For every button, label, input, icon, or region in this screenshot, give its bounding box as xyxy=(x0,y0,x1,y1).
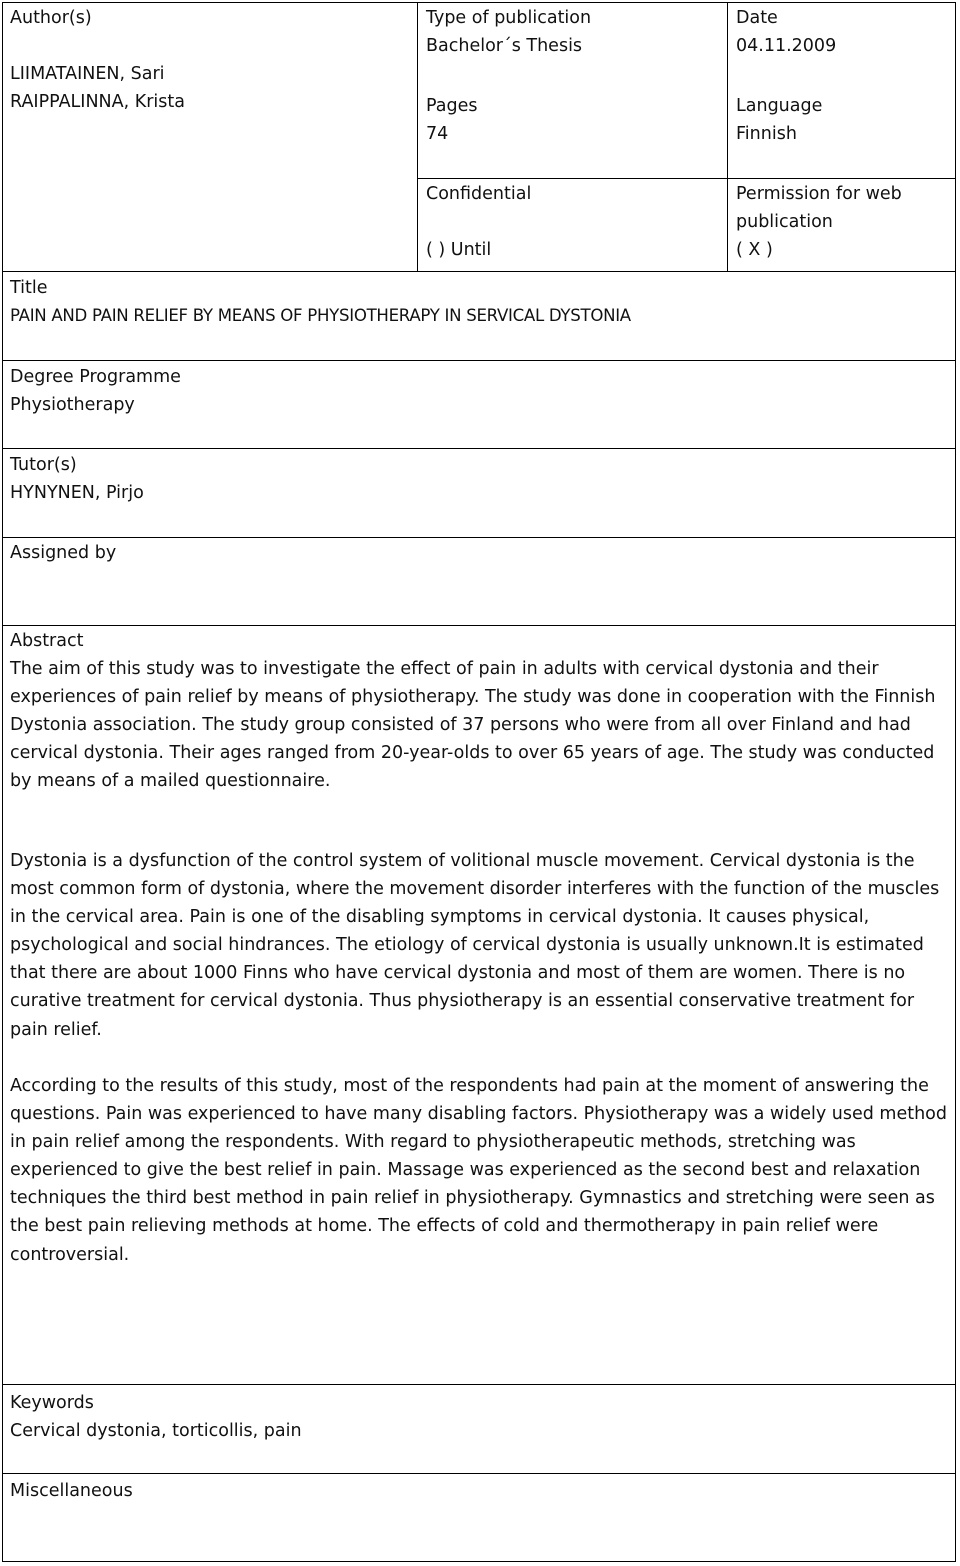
date-label: Date xyxy=(736,8,778,28)
abstract-paragraph-text: According to the results of this study, most of the respondents had pain at the moment of answering the questions. Pain was experienced to have many disabling factors. Physiotherapy was a widely used method in pain relief among the respondents. With regard to physiotherapeutic methods, stretching was experienced to give the best relief in pain. Massage was experienced as the second best and relaxation techniques the third best method in pain relief in physiotherapy. Gymnastics and stretching were seen as the best pain relieving methods at home. The effects of cold and thermotherapy in pain relief were controversial. xyxy=(10,1076,947,1265)
degree-programme-label: Degree Programme xyxy=(10,367,181,387)
divider xyxy=(2,271,956,272)
author-name: RAIPPALINNA, Krista xyxy=(10,92,185,112)
abstract-paragraph xyxy=(10,1072,950,1269)
author-name: LIIMATAINEN, Sari xyxy=(10,64,165,84)
keywords-value: Cervical dystonia, torticollis, pain xyxy=(10,1421,302,1441)
language-label: Language xyxy=(736,96,823,116)
divider xyxy=(2,1473,956,1474)
web-permission-label: publication xyxy=(736,212,833,232)
miscellaneous-label: Miscellaneous xyxy=(10,1481,133,1501)
tutors-value: HYNYNEN, Pirjo xyxy=(10,483,144,503)
abstract-paragraph-text: Dystonia is a dysfunction of the control system of volitional muscle movement. Cervical dystonia is the most common form of dystonia, where the movement disorder interferes with the function of the muscles in the cervical area. Pain is one of the disabling symptoms in cervical dystonia. It causes physical, psychological and social hindrances. The etiology of cervical dystonia is usually unknown.It is estimated that there are about 1000 Finns who have cervical dystonia and most of them are women. There is no curative treatment for cervical dystonia. Thus physiotherapy is an essential conservative treatment for pain relief. xyxy=(10,851,940,1040)
divider xyxy=(2,448,956,449)
divider xyxy=(2,537,956,538)
publication-type-label: Type of publication xyxy=(426,8,592,28)
divider xyxy=(417,178,956,179)
divider xyxy=(2,360,956,361)
abstract-label: Abstract xyxy=(10,631,84,651)
web-permission-value: ( X ) xyxy=(736,240,773,260)
abstract-paragraph xyxy=(10,847,950,1044)
tutors-label: Tutor(s) xyxy=(10,455,77,475)
abstract-paragraph xyxy=(10,655,950,795)
title-value: PAIN AND PAIN RELIEF BY MEANS OF PHYSIOTHERAPY IN SERVICAL DYSTONIA xyxy=(10,306,631,325)
title-label: Title xyxy=(10,278,48,298)
keywords-label: Keywords xyxy=(10,1393,94,1413)
language-value: Finnish xyxy=(736,124,797,144)
divider xyxy=(2,625,956,626)
degree-programme-value: Physiotherapy xyxy=(10,395,135,415)
publication-type-value: Bachelor´s Thesis xyxy=(426,36,583,56)
abstract-paragraph-text: The aim of this study was to investigate the effect of pain in adults with cervical dystonia and their experiences of pain relief by means of physiotherapy. The study was done in cooperation with the Finnish Dystonia association. The study group consisted of 37 persons who were from all over Finland and had cervical dystonia. Their ages ranged from 20-year-olds to over 65 years of age. The study was conducted by means of a mailed questionnaire. xyxy=(10,659,936,792)
divider xyxy=(727,2,728,271)
divider xyxy=(417,2,418,271)
pages-value: 74 xyxy=(426,124,449,144)
authors-label: Author(s) xyxy=(10,8,92,28)
web-permission-label: Permission for web xyxy=(736,184,902,204)
divider xyxy=(2,1384,956,1385)
date-value: 04.11.2009 xyxy=(736,36,837,56)
assigned-by-label: Assigned by xyxy=(10,543,117,563)
confidential-label: Confidential xyxy=(426,184,532,204)
confidential-value: ( ) Until xyxy=(426,240,492,260)
pages-label: Pages xyxy=(426,96,478,116)
